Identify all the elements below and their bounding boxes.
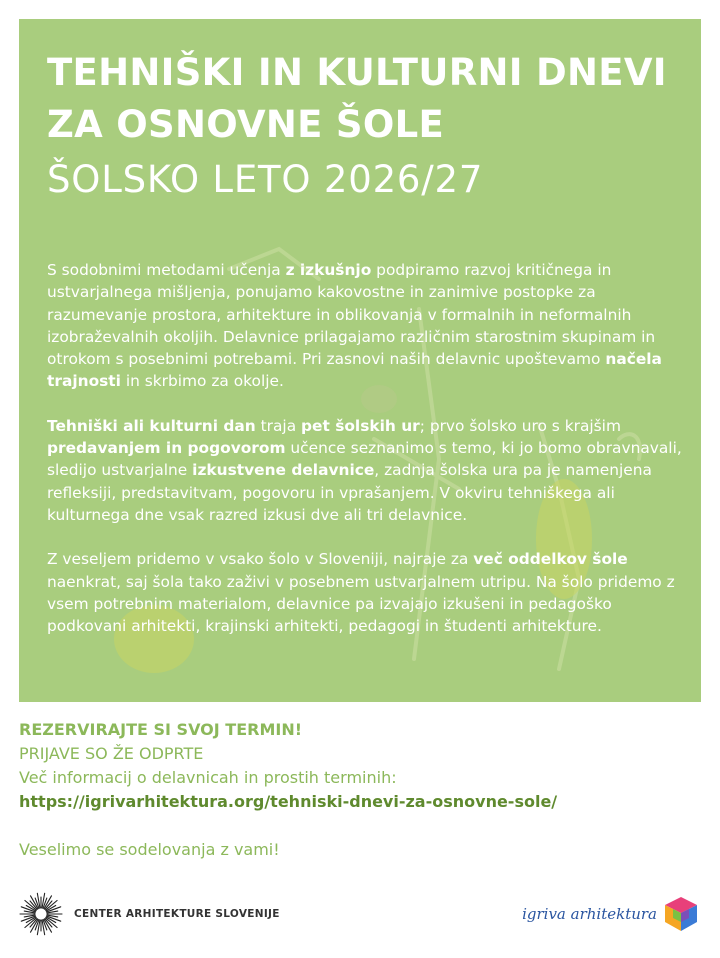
booking-heading: REZERVIRAJTE SI SVOJ TERMIN! (19, 720, 303, 739)
description (47, 259, 683, 659)
paragraph-intro (47, 259, 683, 393)
brand-name: igriva arhitektura (522, 905, 657, 923)
body-text-segment: učence seznanimo s temo, ki jo bomo obravnavali, sledijo ustvarjalne (47, 439, 682, 480)
body-text-segment: ; prvo šolsko uro s krajšim (419, 416, 621, 435)
title-line-1: TEHNIŠKI IN KULTURNI DNEVI (47, 51, 667, 94)
header-panel (19, 19, 701, 702)
body-text-segment: S sodobnimi metodami učenja (47, 261, 286, 279)
colorful-cube-logo-icon (661, 894, 701, 934)
body-text-segment: in skrbimo za okolje. (120, 372, 284, 391)
body-text-segment: Z veseljem pridemo v vsako šolo v Sloveniji, najraje za (47, 550, 474, 569)
title-line-2: ZA OSNOVNE ŠOLE (47, 103, 445, 146)
body-text-segment: naenkrat, saj šola tako zaživi v posebnem ustvarjalnem utripu. Na šolo pridemo z vsem potrebnim materialom, delavnice pa izvajajo izkušeni in pedagoško podkovani arhitekti, krajinski arhitekti, pedagogi in študenti arhitekture. (47, 572, 675, 636)
booking-section (19, 718, 699, 862)
closing-message: Veselimo se sodelovanja z vami! (19, 840, 280, 859)
page-title (47, 47, 687, 151)
more-info-text: Več informacij o delavnicah in prostih terminih: (19, 768, 397, 787)
emphasis-text: več oddelkov šole (473, 550, 628, 569)
brand-logo (522, 893, 701, 935)
body-text-segment: traja (255, 416, 302, 435)
workshops-link[interactable]: https://igrivarhitektura.org/tehniski-dnevi-za-osnovne-sole/ (19, 792, 558, 811)
starburst-logo-icon (18, 891, 64, 937)
paragraph-visits (47, 548, 683, 637)
body-text-segment: podpiramo razvoj kritičnega in ustvarjalnega mišljenja, ponujamo kakovostne in zanimive postopke za razumevanje prostora, arhitekture in oblikovanja v formalnih in neformalnih izobraževalnih okoljih. Delavnice prilagajamo različnim starostnim skupinam in otrokom s posebnimi potrebami. Pri zasnovi naših delavnic upoštevamo (47, 261, 656, 369)
emphasis-text: pet šolskih ur (301, 416, 420, 435)
emphasis-text: izkustvene delavnice (192, 461, 375, 480)
emphasis-text: z izkušnjo (285, 261, 372, 279)
school-year-subtitle: ŠOLSKO LETO 2026/27 (47, 158, 484, 201)
paragraph-schedule (47, 415, 683, 526)
registration-status: PRIJAVE SO ŽE ODPRTE (19, 744, 204, 763)
emphasis-text: Tehniški ali kulturni dan (47, 416, 256, 435)
org-name: CENTER ARHITEKTURE SLOVENIJE (74, 908, 280, 920)
emphasis-text: načela trajnosti (47, 350, 662, 391)
body-text-segment: , zadnja šolska ura pa je namenjena refleksiji, predstavitvam, pogovoru in vprašanjem. V okviru tehniškega ali kulturnega dne vsak razred izkusi dve ali tri delavnice. (47, 461, 652, 524)
org-logo (18, 891, 280, 937)
emphasis-text: predavanjem in pogovorom (47, 439, 286, 458)
